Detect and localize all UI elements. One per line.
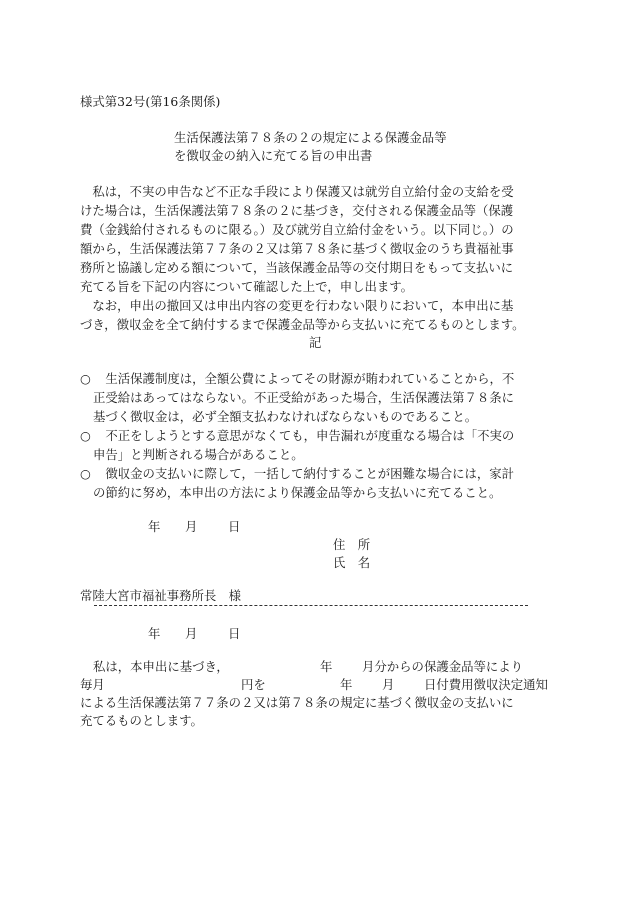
- bottom-line2-b: 円を: [241, 677, 266, 692]
- note-1-line-3: 基づく徴収金は，必ず全額支払わなければならないものであること。: [93, 409, 478, 424]
- bottom-line1-b: 年: [320, 659, 333, 674]
- note-3-bullet: ○: [80, 466, 91, 481]
- date-day-label: 日: [228, 519, 241, 534]
- paragraph2-line-2: づき，徴収金を全て納付するまで保護金品等から支払いに充てるものとします。: [80, 317, 525, 332]
- bottom-line2-c: 年: [340, 677, 353, 692]
- form-title-line-2: を徴収金の納入に充てる旨の申出書: [174, 148, 373, 163]
- note-2-bullet: ○: [80, 428, 91, 443]
- date-year-label: 年: [148, 519, 161, 534]
- bottom-line2-e: 日付費用徴収決定通知: [424, 677, 548, 692]
- cut-line-divider: [94, 605, 528, 606]
- date2-year-label: 年: [148, 626, 161, 641]
- addressee: 常陸大宮市福祉事務所長 様: [80, 588, 242, 603]
- note-1-line-1: 生活保護制度は，全額公費によってその財源が賄われていることから，不: [93, 371, 515, 386]
- bottom-line2-a: 毎月: [80, 677, 105, 692]
- name-label: 氏 名: [333, 555, 371, 570]
- paragraph1-line-4: 額から，生活保護法第７７条の２又は第７８条に基づく徴収金のうち貴福祉事: [80, 241, 514, 256]
- date2-day-label: 日: [228, 626, 241, 641]
- note-3-line-1: 徴収金の支払いに際して，一括して納付することが困難な場合には，家計: [93, 466, 515, 481]
- date-month-label: 月: [185, 519, 198, 534]
- address-label: 住 所: [333, 537, 371, 552]
- paragraph1-line-1: 私は，不実の申告など不正な手段により保護又は就労自立給付金の支給を受: [80, 184, 514, 199]
- ki-heading: 記: [309, 335, 322, 350]
- paragraph1-line-2: けた場合は，生活保護法第７８条の２に基づき，交付される保護金品等（保護: [80, 203, 514, 218]
- bottom-line1-a: 私は，本申出に基づき，: [93, 659, 229, 674]
- paragraph1-line-5: 務所と協議し定める額について，当該保護金品等の交付期日をもって支払いに: [80, 260, 514, 275]
- paragraph2-line-1: なお，申出の撤回又は申出内容の変更を行わない限りにおいて，本申出に基: [80, 298, 514, 313]
- paragraph1-line-3: 費（金銭給付されるものに限る。）及び就労自立給付金をいう。以下同じ。）の: [80, 222, 514, 237]
- date2-month-label: 月: [185, 626, 198, 641]
- note-2-line-2: 申告」と判断される場合があること。: [93, 447, 304, 462]
- bottom-line2-d: 月: [382, 677, 395, 692]
- form-number: 様式第32号(第16条関係): [80, 94, 221, 109]
- bottom-line3: による生活保護法第７７条の２又は第７８条の規定に基づく徴収金の支払いに: [80, 695, 514, 710]
- bottom-line4: 充てるものとします。: [80, 713, 203, 728]
- note-1-line-2: 正受給はあってはならない。不正受給があった場合，生活保護法第７８条に: [93, 390, 515, 405]
- note-1-bullet: ○: [80, 371, 91, 386]
- note-3-line-2: の節約に努め，本申出の方法により保護金品等から支払いに充てること。: [93, 485, 502, 500]
- form-title-line-1: 生活保護法第７８条の２の規定による保護金品等: [174, 130, 447, 145]
- note-2-line-1: 不正をしようとする意思がなくても，申告漏れが度重なる場合は「不実の: [93, 428, 515, 443]
- bottom-line1-c: 月分からの保護金品等により: [362, 659, 524, 674]
- paragraph1-line-6: 充てる旨を下記の内容について確認した上で，申し出ます。: [80, 279, 414, 294]
